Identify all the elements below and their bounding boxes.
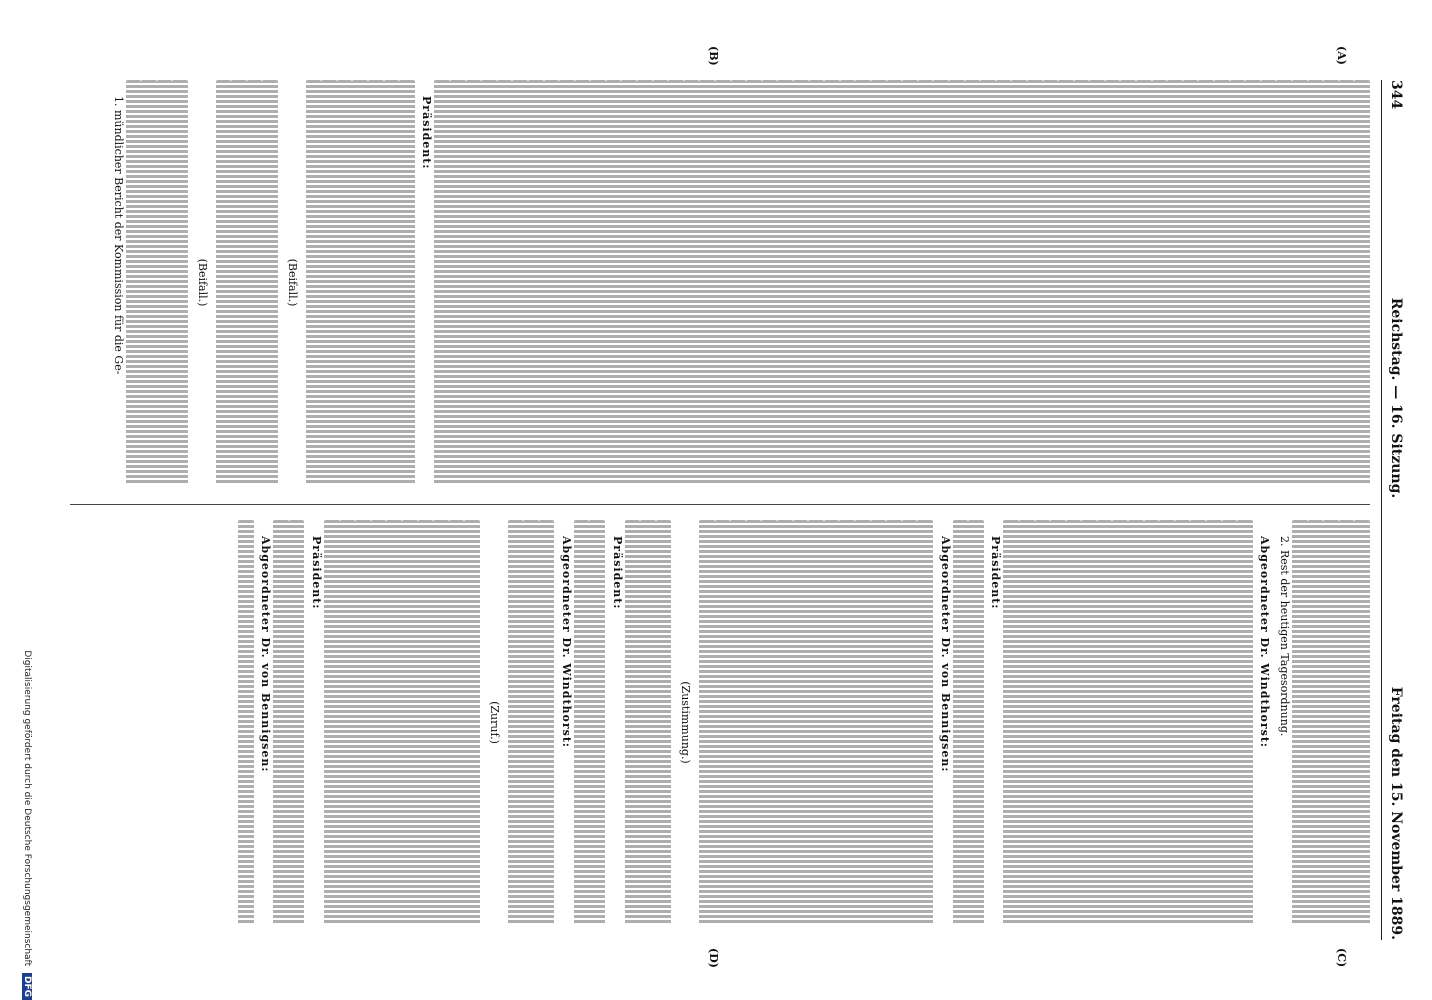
text-line [355, 520, 371, 925]
text-line [157, 80, 173, 485]
text-line [590, 80, 606, 485]
right-text-block-9 [273, 520, 304, 925]
speech [1257, 520, 1273, 925]
text-line [1261, 80, 1277, 485]
text-line [809, 80, 825, 485]
text-line [1043, 80, 1059, 485]
text-line [337, 80, 353, 485]
text-line [699, 80, 715, 485]
text-line [1323, 80, 1339, 485]
text-line [402, 520, 418, 925]
text-line [1159, 520, 1175, 925]
text-line [1222, 520, 1238, 925]
text-line [399, 80, 415, 485]
text-line [1121, 80, 1137, 485]
text-line [1105, 80, 1121, 485]
text-line [1175, 520, 1191, 925]
right-column [70, 520, 1370, 925]
right-text-block-6 [574, 520, 605, 925]
text-line [1089, 80, 1105, 485]
stage-direction: (Beifall.) [285, 258, 299, 307]
text-line [1214, 80, 1230, 485]
text-line [1011, 80, 1027, 485]
text-line [1152, 80, 1168, 485]
text-line [1081, 520, 1097, 925]
text-line [731, 80, 747, 485]
speaker-label: Abgeordneter Dr. Windthorst: [559, 536, 573, 748]
text-line [384, 80, 400, 485]
text-line [512, 80, 528, 485]
right-text-block-5 [625, 520, 672, 925]
text-line [386, 520, 402, 925]
left-column [70, 80, 1370, 485]
text-line [1198, 80, 1214, 485]
text-line [559, 80, 575, 485]
text-line [871, 520, 887, 925]
text-line [289, 520, 305, 925]
text-line [968, 520, 984, 925]
right-text-block-10 [238, 520, 254, 925]
text-line [464, 520, 480, 925]
right-text-block-2 [1003, 520, 1253, 925]
text-line [668, 80, 684, 485]
text-line [324, 520, 340, 925]
text-line [871, 80, 887, 485]
document-sheet [44, 46, 1404, 968]
text-line [172, 80, 188, 485]
left-text-block-2 [306, 80, 415, 485]
text-line [1167, 80, 1183, 485]
text-line [637, 80, 653, 485]
right-text-block-1 [1292, 520, 1370, 925]
speaker-label: Präsident: [610, 536, 624, 610]
text-line [590, 520, 606, 925]
text-line [953, 520, 969, 925]
text-line [730, 520, 746, 925]
text-line [1128, 520, 1144, 925]
text-line [1066, 520, 1082, 925]
text-line [1190, 520, 1206, 925]
text-line [622, 80, 638, 485]
text-line [231, 80, 247, 485]
margin-marker-a: (A) [1335, 46, 1348, 65]
stage-direction: (Beifall.) [195, 258, 209, 307]
text-line [933, 80, 949, 485]
text-line [433, 520, 449, 925]
text-line [918, 80, 934, 485]
page-number: 344 [1388, 80, 1404, 110]
text-line [653, 80, 669, 485]
text-line [321, 80, 337, 485]
text-line [1144, 520, 1160, 925]
text-line [824, 80, 840, 485]
president-remark [419, 80, 435, 485]
speaker-label: Präsident: [989, 536, 1003, 610]
text-line [575, 80, 591, 485]
speech [937, 520, 953, 925]
text-line [886, 520, 902, 925]
text-line [855, 80, 871, 485]
text-line [1097, 520, 1113, 925]
text-line [340, 520, 356, 925]
speaker-label: Abgeordneter Dr. von Bennigsen: [938, 536, 952, 773]
text-line [1058, 80, 1074, 485]
text-line [1113, 520, 1129, 925]
text-line [625, 520, 641, 925]
text-line [684, 80, 700, 485]
left-text-block-1 [434, 80, 1370, 485]
speech [308, 520, 324, 925]
margin-marker-d: (D) [707, 948, 720, 968]
text-line [1027, 80, 1043, 485]
text-line [1019, 520, 1035, 925]
text-line [917, 520, 933, 925]
text-line [840, 80, 856, 485]
text-line [746, 520, 762, 925]
digitization-note: Digitalisierung gefördert durch die Deutsche Forschungsgemeinschaft [22, 650, 32, 967]
speaker-label: Abgeordneter Dr. von Bennigsen: [259, 536, 273, 773]
text-line [1323, 520, 1339, 925]
text-line [746, 80, 762, 485]
margin-marker-b: (B) [707, 46, 720, 66]
text-line [996, 80, 1012, 485]
text-line [306, 80, 322, 485]
text-line [539, 520, 555, 925]
text-line [902, 80, 918, 485]
text-line [450, 80, 466, 485]
stage-direction: (Zustimmung.) [679, 681, 693, 764]
text-line [449, 520, 465, 925]
text-line [640, 520, 656, 925]
speaker-label: Abgeordneter Dr. Windthorst: [1258, 536, 1272, 748]
text-line [352, 80, 368, 485]
page-header [1381, 80, 1404, 940]
text-line [1354, 520, 1370, 925]
text-line [371, 520, 387, 925]
text-line [656, 520, 672, 925]
speaker-label: Präsident: [420, 96, 434, 170]
speech [558, 520, 574, 925]
text-line [824, 520, 840, 925]
text-line [761, 520, 777, 925]
text-line [1237, 520, 1253, 925]
speech [258, 520, 274, 925]
left-text-block-4 [126, 80, 188, 485]
agenda-heading: 1. mündlicher Bericht der Kommission für die Ge- [111, 96, 125, 375]
agenda-item: 2. Rest der heutigen Tagesordnung. [1278, 536, 1292, 737]
text-line [141, 80, 157, 485]
text-line [497, 80, 513, 485]
text-line [808, 520, 824, 925]
text-line [777, 520, 793, 925]
right-text-block-8 [324, 520, 480, 925]
text-line [1230, 80, 1246, 485]
text-line [855, 520, 871, 925]
text-line [1276, 80, 1292, 485]
text-line [1339, 80, 1355, 485]
right-text-block-7 [508, 520, 555, 925]
text-line [262, 80, 278, 485]
text-line [1354, 80, 1370, 485]
text-line [273, 520, 289, 925]
text-line [887, 80, 903, 485]
speech [988, 520, 1004, 925]
text-line [949, 80, 965, 485]
text-line [1245, 80, 1261, 485]
text-line [544, 80, 560, 485]
text-line [606, 80, 622, 485]
text-line [980, 80, 996, 485]
text-line [368, 80, 384, 485]
left-text-block-3 [216, 80, 278, 485]
text-line [1035, 520, 1051, 925]
right-text-block-3 [953, 520, 984, 925]
session-date: Freitag den 15. November 1889. [1388, 686, 1404, 940]
text-line [1292, 80, 1308, 485]
text-line [699, 520, 715, 925]
text-line [715, 80, 731, 485]
speaker-label: Präsident: [310, 536, 323, 610]
text-line [523, 520, 539, 925]
text-line [508, 520, 524, 925]
text-line [793, 80, 809, 485]
text-line [216, 80, 232, 485]
text-line [839, 520, 855, 925]
text-line [762, 80, 778, 485]
speech [609, 520, 625, 925]
text-line [1074, 80, 1090, 485]
text-line [1183, 80, 1199, 485]
text-line [965, 80, 981, 485]
text-line [238, 520, 254, 925]
text-line [574, 520, 590, 925]
text-line [793, 520, 809, 925]
text-line [418, 520, 434, 925]
column-divider [70, 504, 1370, 505]
text-line [1339, 520, 1355, 925]
text-line [1308, 520, 1324, 925]
text-line [1050, 520, 1066, 925]
digitization-footer [12, 0, 32, 1000]
text-line [777, 80, 793, 485]
text-line [1136, 80, 1152, 485]
right-text-block-4 [699, 520, 933, 925]
text-line [1003, 520, 1019, 925]
text-line [126, 80, 142, 485]
text-line [528, 80, 544, 485]
text-line [1206, 520, 1222, 925]
session-title: Reichstag. — 16. Sitzung. [1388, 297, 1404, 499]
text-line [434, 80, 450, 485]
text-line [481, 80, 497, 485]
text-line [902, 520, 918, 925]
text-line [466, 80, 482, 485]
text-line [1308, 80, 1324, 485]
text-line [715, 520, 731, 925]
text-line [247, 80, 263, 485]
text-line [1292, 520, 1308, 925]
dfg-logo: DFG [22, 973, 32, 1000]
margin-marker-c: (C) [1335, 948, 1348, 968]
stage-direction: (Zuruf.) [487, 701, 501, 744]
